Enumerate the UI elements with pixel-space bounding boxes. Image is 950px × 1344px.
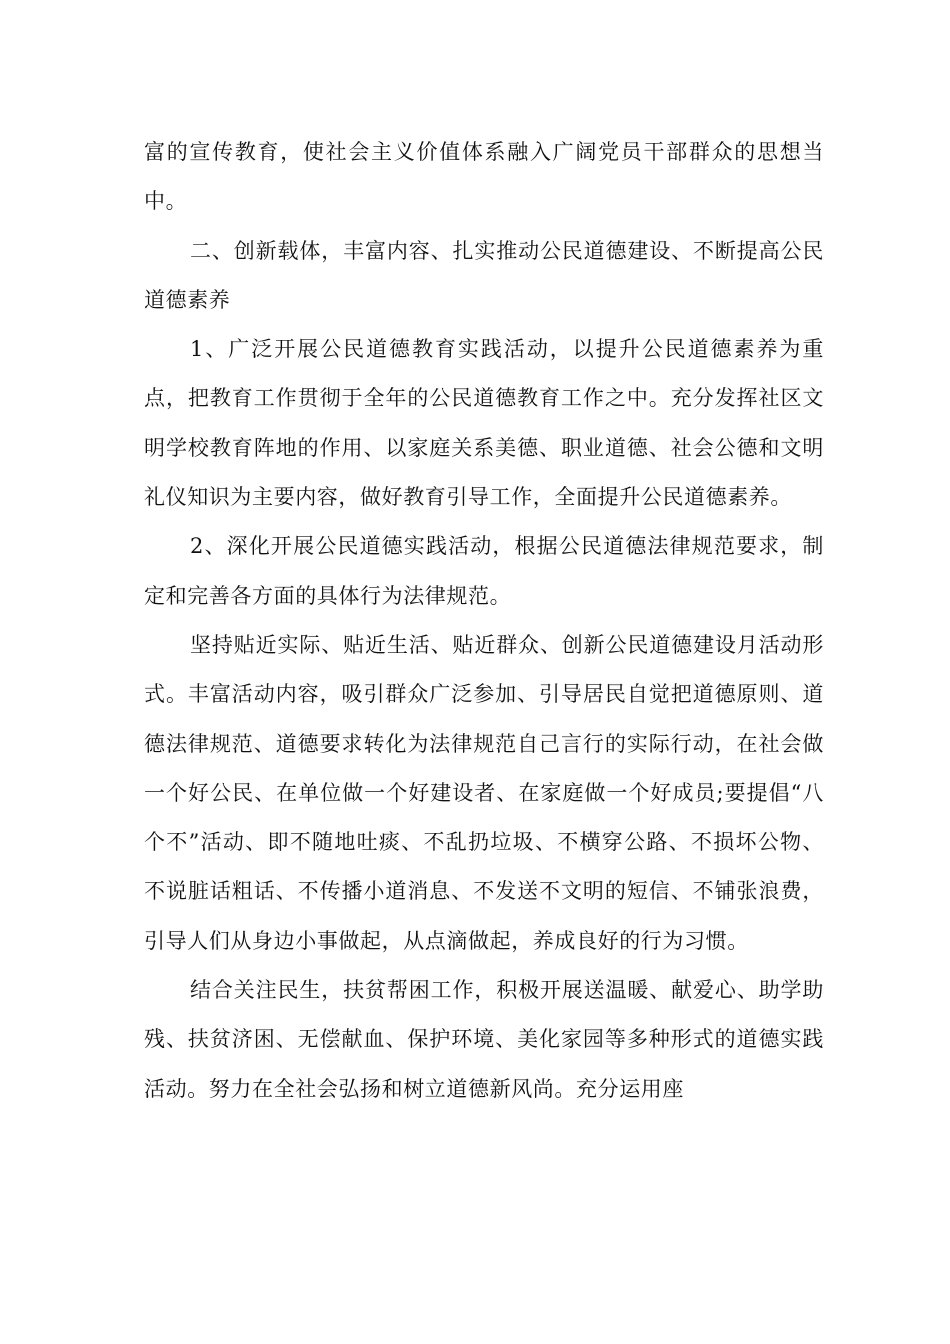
paragraph-continuation: 富的宣传教育，使社会主义价值体系融入广阔党员干部群众的思想当中。: [144, 140, 824, 214]
paragraph-body: 结合关注民生，扶贫帮困工作，积极开展送温暖、献爱心、助学助残、扶贫济困、无偿献血、保护环境、美化家园等多种形式的道德实践活动。努力在全社会弘扬和树立道德新风尚。充分运用座: [144, 978, 824, 1101]
paragraph-item-1: 1、广泛开展公民道德教育实践活动，以提升公民道德素养为重点，把教育工作贯彻于全年的公民道德教育工作之中。充分发挥社区文明学校教育阵地的作用、以家庭关系美德、职业道德、社会公德和文明礼仪知识为主要内容，做好教育引导工作，全面提升公民道德素养。: [144, 337, 824, 510]
document-body: [144, 128, 824, 1114]
section-heading: 二、创新载体，丰富内容、扎实推动公民道德建设、不断提高公民道德素养: [144, 238, 824, 312]
paragraph-item-2: 2、深化开展公民道德实践活动，根据公民道德法律规范要求，制定和完善各方面的具体行为法律规范。: [144, 534, 824, 608]
paragraph-body: 坚持贴近实际、贴近生活、贴近群众、创新公民道德建设月活动形式。丰富活动内容，吸引群众广泛参加、引导居民自觉把道德原则、道德法律规范、道德要求转化为法律规范自己言行的实际行动，在社会做一个好公民、在单位做一个好建设者、在家庭做一个好成员;要提倡“八个不”活动、即不随地吐痰、不乱扔垃圾、不横穿公路、不损坏公物、不说脏话粗话、不传播小道消息、不发送不文明的短信、不铺张浪费，引导人们从身边小事做起，从点滴做起，养成良好的行为习惯。: [144, 632, 824, 953]
